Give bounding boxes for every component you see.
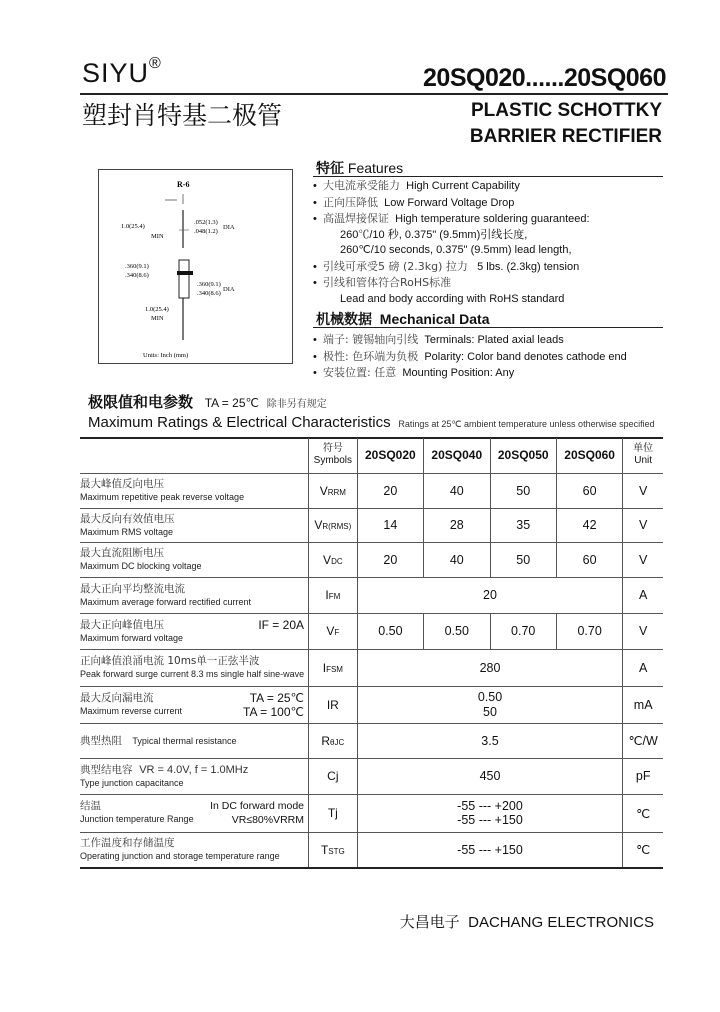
ratings-heading: 极限值和电参数 TA = 25℃ 除非另有规定 Maximum Ratings & Electrical Characteristics Ratings at 25℃ ambient temperature unless otherwise specified <box>88 393 655 431</box>
title-cn: 塑封肖特基二极管 <box>82 101 283 130</box>
list-item: • 引线和管体符合RoHS标准 <box>313 276 452 289</box>
table-row: 最大反向漏电流 Maximum reverse current TA = 25℃ TA = 100℃ IR 0.50 50 mA <box>80 686 663 723</box>
features-divider <box>313 176 663 177</box>
svg-text:.340(8.6): .340(8.6) <box>197 290 221 297</box>
svg-text:DIA: DIA <box>223 286 235 293</box>
brand-logo: SIYU® <box>82 55 162 88</box>
list-item: • 端子: 镀锡轴向引线 Terminals: Plated axial leads <box>313 333 564 346</box>
part-number-range: 20SQ020......20SQ060 <box>423 64 666 92</box>
svg-text:MIN: MIN <box>151 233 164 240</box>
svg-text:.340(8.6): .340(8.6) <box>125 272 149 279</box>
features-list: • 大电流承受能力 High Current Capability • 正向压降低 Low Forward Voltage Drop • 高温焊接保证 High temperature soldering guaranteed: 260℃/10 秒, 0.375" (9.5mm)引线长度, 260℃/10 seconds, 0.375" (9.5mm) lead length, • 引线可承受5 磅 (2.3kg) 拉力 5 lbs. (2.3kg) tension • 引线和管体符合RoHS标准 Lead and body according with RoHS standard <box>313 179 590 305</box>
features-heading: 特征 Features <box>316 160 404 177</box>
svg-text:MIN: MIN <box>151 315 164 322</box>
table-header-row: 符号 Symbols 20SQ020 20SQ040 20SQ050 20SQ060 单位 Unit <box>80 438 663 473</box>
table-row: 最大正向平均整流电流 Maximum average forward rectified current IFM 20 A <box>80 577 663 613</box>
svg-text:1.0(25.4): 1.0(25.4) <box>145 306 169 313</box>
svg-text:.048(1.2): .048(1.2) <box>194 228 218 235</box>
mechanical-list <box>313 332 627 382</box>
table-row: IF = 20A 最大正向峰值电压 Maximum forward voltage VF 0.50 0.50 0.70 0.70 V <box>80 613 663 649</box>
list-item: • 高温焊接保证 High temperature soldering guaranteed: <box>313 212 590 225</box>
svg-text:DIA: DIA <box>223 224 235 231</box>
list-item: • 引线可承受5 磅 (2.3kg) 拉力 5 lbs. (2.3kg) tension <box>313 259 580 273</box>
header-divider <box>80 93 668 95</box>
svg-text:.360(9.1): .360(9.1) <box>197 281 221 288</box>
list-item: • 大电流承受能力 High Current Capability <box>313 179 520 192</box>
svg-text:.360(9.1): .360(9.1) <box>125 263 149 270</box>
list-item: • 安装位置: 任意 Mounting Position: Any <box>313 366 515 379</box>
list-item: • 极性: 色环端为负极 Polarity: Color band denotes cathode end <box>313 349 627 363</box>
table-row: 正向峰值浪涌电流 10ms单一正弦半波 Peak forward surge current 8.3 ms single half sine-wave IFSM 280 A <box>80 649 663 686</box>
list-item: • 正向压降低 Low Forward Voltage Drop <box>313 195 515 209</box>
table-row: 典型热阻 Typical thermal resistance RθJC 3.5 ℃/W <box>80 723 663 758</box>
table-row: 工作温度和存储温度 Operating junction and storage temperature range TSTG -55 --- +150 ℃ <box>80 832 663 868</box>
svg-text:1.0(25.4): 1.0(25.4) <box>121 223 145 230</box>
mechanical-heading: 机械数据 Mechanical Data <box>316 311 490 328</box>
table-row: 最大直流阻断电压 Maximum DC blocking voltage VDC 20 40 50 60 V <box>80 542 663 577</box>
footer-company: 大昌电子 DACHANG ELECTRONICS <box>399 913 654 931</box>
package-name: R-6 <box>177 180 190 189</box>
package-drawing <box>98 169 293 364</box>
table-row: 最大反向有效值电压 Maximum RMS voltage VR(RMS) 14 28 35 42 V <box>80 508 663 542</box>
table-row: 典型结电容 VR = 4.0V, f = 1.0MHz Type junction capacitance Cj 450 pF <box>80 758 663 794</box>
table-row: 结温 Junction temperature Range In DC forward mode VR≤80%VRRM Tj -55 --- +200 -55 --- +150 ℃ <box>80 794 663 832</box>
title-en: PLASTIC SCHOTTKY BARRIER RECTIFIER <box>469 100 662 147</box>
table-row: 最大峰值反向电压 Maximum repetitive peak reverse voltage VRRM 20 40 50 60 V <box>80 473 663 508</box>
mechanical-divider <box>313 327 663 328</box>
svg-text:Units: Inch (mm): Units: Inch (mm) <box>143 352 189 359</box>
svg-text:.052(1.3): .052(1.3) <box>194 219 218 226</box>
ratings-table <box>80 438 663 869</box>
